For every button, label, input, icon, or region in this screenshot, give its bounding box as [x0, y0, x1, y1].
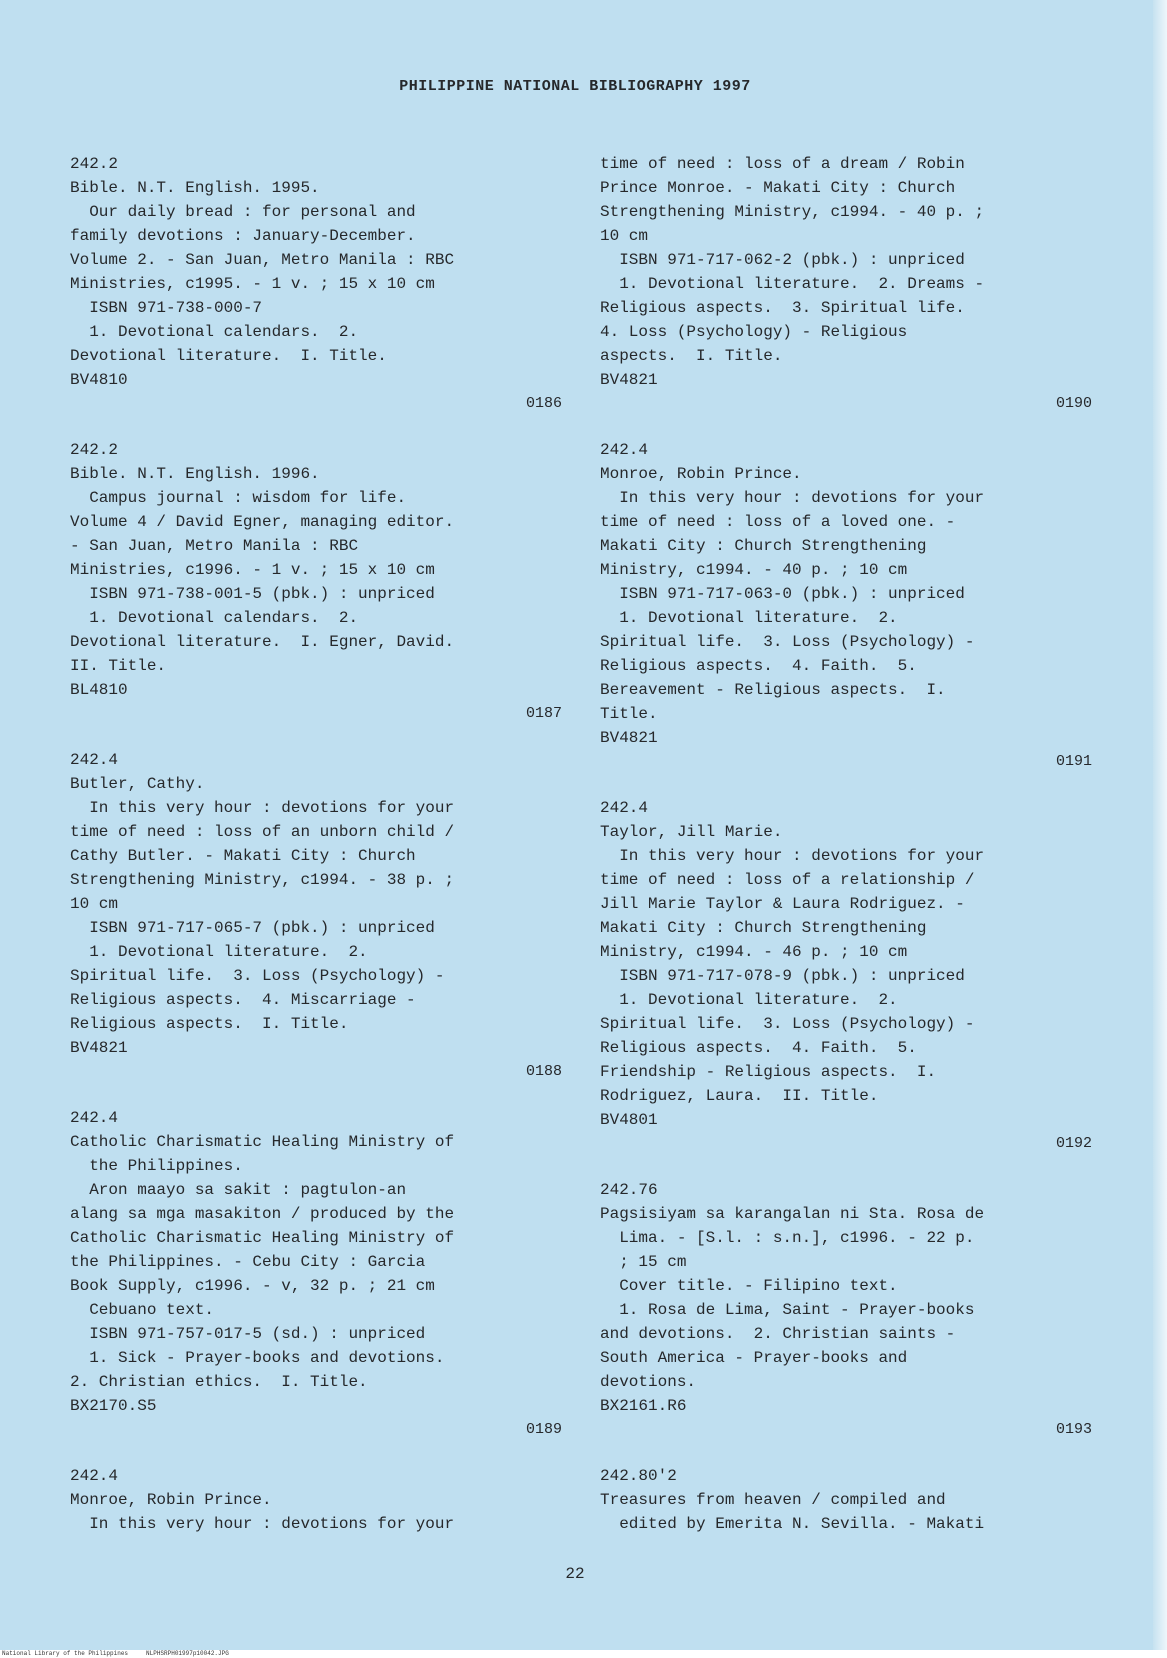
footer-credit: National Library of the Philippines NLPHSRPH01997p10042.JPG — [2, 1650, 229, 1657]
page-number: 22 — [565, 1565, 585, 1583]
entry-line: Taylor, Jill Marie. — [600, 823, 783, 841]
entry-line: In this very hour : devotions for your — [600, 489, 985, 507]
entry-line: 242.76 — [600, 1181, 658, 1199]
entry-line: the Philippines. — [70, 1157, 243, 1175]
bibliography-entry — [70, 152, 562, 416]
entry-line: Religious aspects. I. Title. — [70, 1015, 349, 1033]
entry-line: ISBN 971-717-078-9 (pbk.) : unpriced — [600, 967, 965, 985]
entry-line: Religious aspects. 3. Spiritual life. — [600, 299, 965, 317]
entry-line: ISBN 971-717-065-7 (pbk.) : unpriced — [70, 919, 435, 937]
entry-line: aspects. I. Title. — [600, 347, 783, 365]
entry-line: II. Title. — [70, 657, 167, 675]
entry-number: 0193 — [1055, 1421, 1092, 1438]
entry-line: Treasures from heaven / compiled and — [600, 1491, 946, 1509]
entry-line: Campus journal : wisdom for life. — [70, 489, 407, 507]
entry-line: BV4810 — [70, 371, 128, 389]
entry-line: 1. Devotional calendars. 2. — [70, 609, 359, 627]
entry-line: Devotional literature. I. Egner, David. — [70, 633, 455, 651]
entry-line: 242.4 — [600, 441, 649, 459]
bibliography-entry — [70, 438, 562, 726]
entry-line: 1. Rosa de Lima, Saint - Prayer-books — [600, 1301, 975, 1319]
entry-line: 242.2 — [70, 155, 119, 173]
entry-line: In this very hour : devotions for your — [70, 1515, 455, 1533]
entry-line: alang sa mga masakiton / produced by the — [70, 1205, 455, 1223]
entry-line: family devotions : January-December. — [70, 227, 416, 245]
entry-line: 242.2 — [70, 441, 119, 459]
entry-line: 242.80'2 — [600, 1467, 677, 1485]
entry-line: Volume 4 / David Egner, managing editor. — [70, 513, 455, 531]
entry-line: BV4821 — [600, 729, 658, 747]
entry-line: 1. Devotional calendars. 2. — [70, 323, 359, 341]
bibliography-entry — [600, 796, 1092, 1156]
entry-number: 0189 — [525, 1421, 562, 1438]
entry-line: Religious aspects. 4. Miscarriage - — [70, 991, 416, 1009]
bibliography-entry — [600, 152, 1092, 416]
entry-line: Aron maayo sa sakit : pagtulon-an — [70, 1181, 407, 1199]
entry-line: Ministry, c1994. - 46 p. ; 10 cm — [600, 943, 908, 961]
entry-line: 242.4 — [600, 799, 649, 817]
bibliography-entry — [600, 1178, 1092, 1442]
scan-edge — [1153, 0, 1167, 1658]
entry-line: BV4821 — [600, 371, 658, 389]
entry-line: time of need : loss of a dream / Robin — [600, 155, 965, 173]
entry-line: Catholic Charismatic Healing Ministry of — [70, 1229, 455, 1247]
entry-line: 10 cm — [70, 895, 119, 913]
entry-line: edited by Emerita N. Sevilla. - Makati — [600, 1515, 985, 1533]
entry-line: 1. Devotional literature. 2. Dreams - — [600, 275, 985, 293]
bibliography-entry — [70, 1106, 562, 1442]
entry-line: Ministry, c1994. - 40 p. ; 10 cm — [600, 561, 908, 579]
entry-line: ISBN 971-738-001-5 (pbk.) : unpriced — [70, 585, 435, 603]
entry-line: 242.4 — [70, 1467, 119, 1485]
entry-number: 0190 — [1055, 395, 1092, 412]
entry-line: devotions. — [600, 1373, 697, 1391]
entry-line: South America - Prayer-books and — [600, 1349, 908, 1367]
entry-line: the Philippines. - Cebu City : Garcia — [70, 1253, 426, 1271]
entry-line: Jill Marie Taylor & Laura Rodriguez. - — [600, 895, 965, 913]
entry-line: Rodriguez, Laura. II. Title. — [600, 1087, 879, 1105]
entry-line: Religious aspects. 4. Faith. 5. — [600, 1039, 917, 1057]
entry-number: 0187 — [525, 705, 562, 722]
entry-line: Monroe, Robin Prince. — [600, 465, 802, 483]
entry-line: Cebuano text. — [70, 1301, 215, 1319]
entry-line: Butler, Cathy. — [70, 775, 205, 793]
entry-line: time of need : loss of an unborn child / — [70, 823, 455, 841]
entry-line: ISBN 971-717-063-0 (pbk.) : unpriced — [600, 585, 965, 603]
entry-line: In this very hour : devotions for your — [600, 847, 985, 865]
entry-line: Catholic Charismatic Healing Ministry of — [70, 1133, 455, 1151]
entry-line: 1. Devotional literature. 2. — [600, 609, 898, 627]
entry-line: Religious aspects. 4. Faith. 5. — [600, 657, 917, 675]
entry-line: 1. Devotional literature. 2. — [70, 943, 368, 961]
entry-line: Strengthening Ministry, c1994. - 40 p. ; — [600, 203, 985, 221]
entry-line: Lima. - [S.l. : s.n.], c1996. - 22 p. — [600, 1229, 975, 1247]
entry-number: 0188 — [525, 1063, 562, 1080]
entry-line: Makati City : Church Strengthening — [600, 537, 927, 555]
entry-line: Ministries, c1996. - 1 v. ; 15 x 10 cm — [70, 561, 435, 579]
entry-line: ; 15 cm — [600, 1253, 687, 1271]
entry-line: time of need : loss of a relationship / — [600, 871, 975, 889]
entry-line: 2. Christian ethics. I. Title. — [70, 1373, 368, 1391]
entry-line: 4. Loss (Psychology) - Religious — [600, 323, 908, 341]
entry-line: 242.4 — [70, 1109, 119, 1127]
entry-line: - San Juan, Metro Manila : RBC — [70, 537, 359, 555]
bibliography-entry — [70, 748, 562, 1084]
entry-line: time of need : loss of a loved one. - — [600, 513, 956, 531]
entry-line: Bible. N.T. English. 1995. — [70, 179, 320, 197]
entry-line: Volume 2. - San Juan, Metro Manila : RBC — [70, 251, 455, 269]
entry-line: BX2161.R6 — [600, 1397, 687, 1415]
entry-number: 0192 — [1055, 1135, 1092, 1152]
entry-line: ISBN 971-717-062-2 (pbk.) : unpriced — [600, 251, 965, 269]
entry-line: Spiritual life. 3. Loss (Psychology) - — [70, 967, 445, 985]
bibliography-entry — [600, 1464, 1092, 1536]
entry-line: Title. — [600, 705, 658, 723]
entry-number: 0186 — [525, 395, 562, 412]
entry-line: BX2170.S5 — [70, 1397, 157, 1415]
entry-line: BL4810 — [70, 681, 128, 699]
entry-line: Pagsisiyam sa karangalan ni Sta. Rosa de — [600, 1205, 985, 1223]
entry-line: ISBN 971-757-017-5 (sd.) : unpriced — [70, 1325, 426, 1343]
entry-line: Prince Monroe. - Makati City : Church — [600, 179, 956, 197]
entry-line: ISBN 971-738-000-7 — [70, 299, 263, 317]
bibliography-entry — [600, 438, 1092, 774]
entry-line: Cover title. - Filipino text. — [600, 1277, 898, 1295]
entry-line: Ministries, c1995. - 1 v. ; 15 x 10 cm — [70, 275, 435, 293]
right-column — [600, 152, 1092, 1536]
bibliography-entry — [70, 1464, 562, 1536]
entry-line: Bereavement - Religious aspects. I. — [600, 681, 946, 699]
entry-line: 10 cm — [600, 227, 649, 245]
entry-number: 0191 — [1055, 753, 1092, 770]
entry-line: Bible. N.T. English. 1996. — [70, 465, 320, 483]
entry-line: Our daily bread : for personal and — [70, 203, 416, 221]
entry-line: BV4801 — [600, 1111, 658, 1129]
entry-line: BV4821 — [70, 1039, 128, 1057]
entry-line: Spiritual life. 3. Loss (Psychology) - — [600, 1015, 975, 1033]
entry-line: Cathy Butler. - Makati City : Church — [70, 847, 416, 865]
entry-line: 242.4 — [70, 751, 119, 769]
entry-line: Makati City : Church Strengthening — [600, 919, 927, 937]
entry-line: Book Supply, c1996. - v, 32 p. ; 21 cm — [70, 1277, 435, 1295]
entry-line: In this very hour : devotions for your — [70, 799, 455, 817]
left-column — [70, 152, 562, 1536]
page-title: PHILIPPINE NATIONAL BIBLIOGRAPHY 1997 — [399, 78, 751, 95]
entry-line: Devotional literature. I. Title. — [70, 347, 387, 365]
entry-line: 1. Devotional literature. 2. — [600, 991, 898, 1009]
entry-line: 1. Sick - Prayer-books and devotions. — [70, 1349, 445, 1367]
entry-line: Friendship - Religious aspects. I. — [600, 1063, 937, 1081]
entry-line: and devotions. 2. Christian saints - — [600, 1325, 956, 1343]
entry-line: Spiritual life. 3. Loss (Psychology) - — [600, 633, 975, 651]
entry-line: Monroe, Robin Prince. — [70, 1491, 272, 1509]
entry-line: Strengthening Ministry, c1994. - 38 p. ; — [70, 871, 455, 889]
